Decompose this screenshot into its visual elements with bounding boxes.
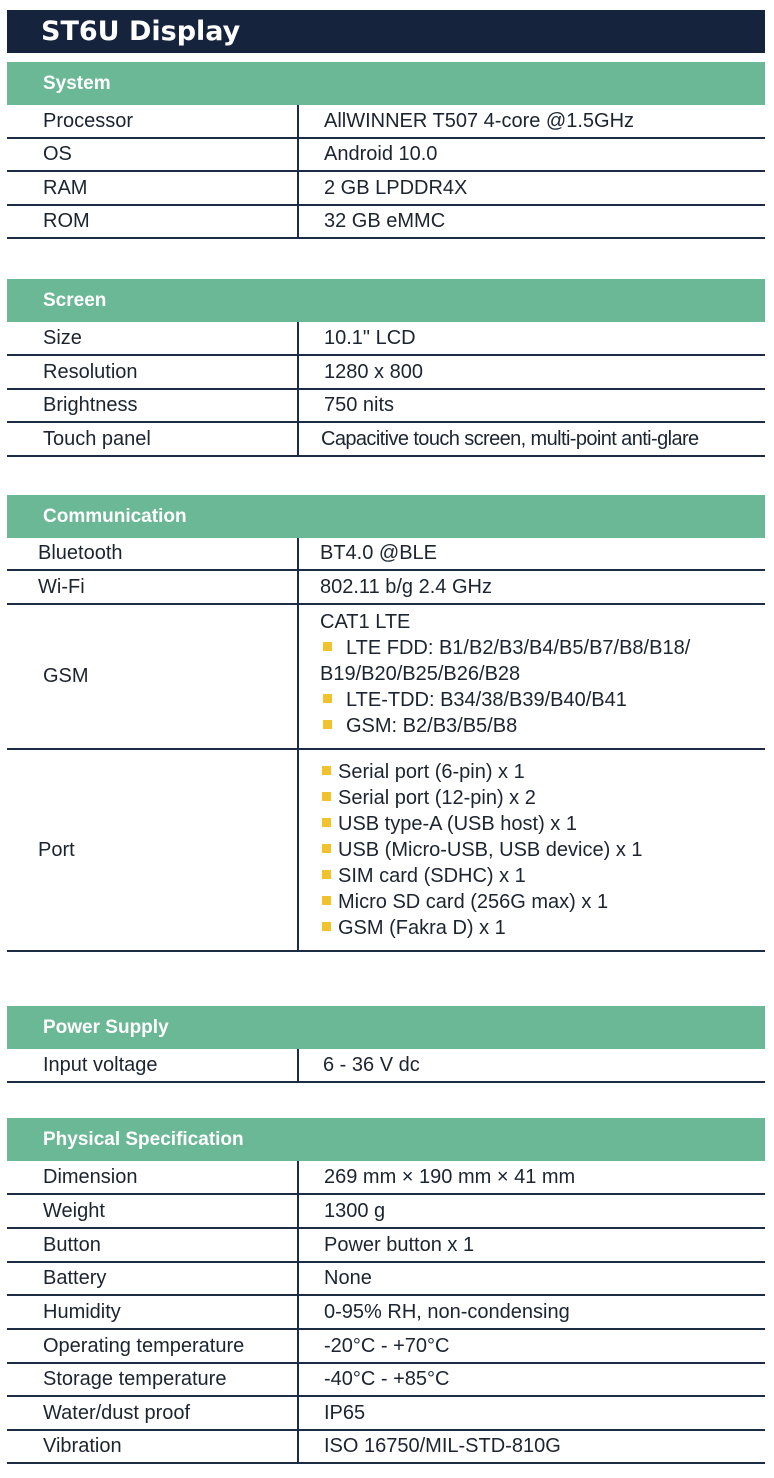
spec-value: IP65 bbox=[324, 1401, 366, 1424]
spec-label: Button bbox=[43, 1233, 101, 1256]
spec-row-wifi bbox=[7, 571, 765, 605]
spec-row-input-voltage bbox=[7, 1049, 765, 1083]
spec-label: Weight bbox=[43, 1199, 105, 1222]
spec-row-storage-temperature bbox=[7, 1364, 765, 1397]
bullet-square-icon bbox=[323, 642, 332, 651]
spec-label: Vibration bbox=[43, 1435, 122, 1457]
section-header-communication: Communication bbox=[7, 495, 765, 538]
spec-value: 2 GB LPDDR4X bbox=[324, 176, 468, 199]
bullet-square-icon bbox=[322, 766, 331, 775]
spec-value: 32 GB eMMC bbox=[324, 210, 446, 232]
list-item: USB type-A (USB host) x 1 bbox=[322, 811, 765, 837]
spec-label: ROM bbox=[43, 210, 90, 232]
spec-value: BT4.0 @BLE bbox=[320, 542, 438, 564]
spec-label: Dimension bbox=[43, 1165, 138, 1188]
section-screen bbox=[7, 279, 765, 457]
spec-label: Operating temperature bbox=[43, 1334, 245, 1357]
section-header-screen: Screen bbox=[7, 279, 765, 322]
bullet-square-icon bbox=[323, 720, 332, 729]
bullet-square-icon bbox=[323, 694, 332, 703]
spec-row-weight bbox=[7, 1195, 765, 1229]
list-item: Serial port (12-pin) x 2 bbox=[322, 785, 765, 811]
spec-row-vibration bbox=[7, 1431, 765, 1464]
spec-row-gsm bbox=[7, 605, 765, 750]
section-physical-specification bbox=[7, 1118, 765, 1464]
spec-row-brightness bbox=[7, 390, 765, 423]
spec-row-dimension bbox=[7, 1161, 765, 1195]
spec-label: Wi-Fi bbox=[38, 575, 85, 598]
spec-label: Input voltage bbox=[43, 1053, 158, 1076]
spec-row-button bbox=[7, 1229, 765, 1263]
spec-row-size bbox=[7, 322, 765, 356]
spec-row-port bbox=[7, 750, 765, 952]
gsm-band-list bbox=[320, 609, 765, 739]
section-header-system: System bbox=[7, 62, 765, 105]
spec-value: None bbox=[324, 1267, 372, 1289]
spec-row-rom bbox=[7, 206, 765, 239]
spec-row-resolution bbox=[7, 356, 765, 390]
spec-label: Bluetooth bbox=[38, 542, 123, 564]
section-system bbox=[7, 62, 765, 239]
spec-value: 10.1" LCD bbox=[324, 326, 416, 349]
spec-row-processor bbox=[7, 105, 765, 139]
spec-value: -20°C - +70°C bbox=[324, 1334, 450, 1357]
spec-value: Capacitive touch screen, multi-point anti-glare bbox=[321, 427, 699, 450]
port-list bbox=[322, 759, 765, 941]
section-header-physical: Physical Specification bbox=[7, 1118, 765, 1161]
spec-row-battery bbox=[7, 1263, 765, 1296]
spec-label: Port bbox=[38, 838, 75, 861]
spec-value: Android 10.0 bbox=[324, 143, 438, 165]
spec-row-water-dust-proof bbox=[7, 1397, 765, 1431]
list-item-continuation: B19/B20/B25/B26/B28 bbox=[320, 663, 521, 685]
spec-label: Storage temperature bbox=[43, 1368, 227, 1390]
bullet-square-icon bbox=[322, 792, 331, 801]
spec-row-humidity bbox=[7, 1296, 765, 1330]
list-item: GSM: B2/B3/B5/B8 bbox=[320, 713, 765, 739]
list-item: LTE FDD: B1/B2/B3/B4/B5/B7/B8/B18/ bbox=[320, 635, 765, 661]
spec-label: OS bbox=[43, 143, 72, 165]
gsm-heading: CAT1 LTE bbox=[320, 611, 411, 633]
list-item: USB (Micro-USB, USB device) x 1 bbox=[322, 837, 765, 863]
page-title: ST6U Display bbox=[7, 10, 765, 53]
spec-label: Water/dust proof bbox=[43, 1401, 191, 1424]
spec-value: 269 mm × 190 mm × 41 mm bbox=[324, 1165, 576, 1188]
bullet-square-icon bbox=[322, 818, 331, 827]
bullet-square-icon bbox=[322, 922, 331, 931]
spec-row-ram bbox=[7, 172, 765, 206]
bullet-square-icon bbox=[322, 896, 331, 905]
spec-value: 750 nits bbox=[324, 394, 395, 416]
spec-value: 6 - 36 V dc bbox=[323, 1053, 420, 1076]
spec-label: Processor bbox=[43, 109, 134, 132]
list-item: SIM card (SDHC) x 1 bbox=[322, 863, 765, 889]
spec-label: Touch panel bbox=[43, 427, 151, 450]
spec-row-operating-temperature bbox=[7, 1330, 765, 1364]
section-power-supply bbox=[7, 1006, 765, 1083]
spec-value: AllWINNER T507 4-core @1.5GHz bbox=[324, 109, 635, 132]
spec-value: 1300 g bbox=[324, 1199, 386, 1222]
spec-value: 802.11 b/g 2.4 GHz bbox=[320, 575, 492, 598]
spec-row-touch-panel bbox=[7, 423, 765, 457]
bullet-square-icon bbox=[322, 844, 331, 853]
spec-label: Battery bbox=[43, 1267, 107, 1289]
spec-label: Size bbox=[43, 326, 82, 349]
section-communication bbox=[7, 495, 765, 952]
section-header-power-supply: Power Supply bbox=[7, 1006, 765, 1049]
spec-row-os bbox=[7, 139, 765, 172]
list-item: GSM (Fakra D) x 1 bbox=[322, 915, 765, 941]
spec-value: ISO 16750/MIL-STD-810G bbox=[324, 1435, 561, 1457]
list-item: LTE-TDD: B34/38/B39/B40/B41 bbox=[320, 687, 765, 713]
spec-value: -40°C - +85°C bbox=[324, 1368, 450, 1390]
spec-value: Power button x 1 bbox=[324, 1233, 475, 1256]
spec-label: Resolution bbox=[43, 360, 138, 383]
spec-label: RAM bbox=[43, 176, 88, 199]
bullet-square-icon bbox=[322, 870, 331, 879]
spec-value: 0-95% RH, non-condensing bbox=[324, 1300, 570, 1323]
spec-label: Brightness bbox=[43, 394, 138, 416]
list-item: Micro SD card (256G max) x 1 bbox=[322, 889, 765, 915]
spec-row-bluetooth bbox=[7, 538, 765, 571]
spec-label: Humidity bbox=[43, 1300, 121, 1323]
list-item: Serial port (6-pin) x 1 bbox=[322, 759, 765, 785]
spec-value: 1280 x 800 bbox=[324, 360, 423, 383]
spec-label: GSM bbox=[43, 665, 89, 687]
